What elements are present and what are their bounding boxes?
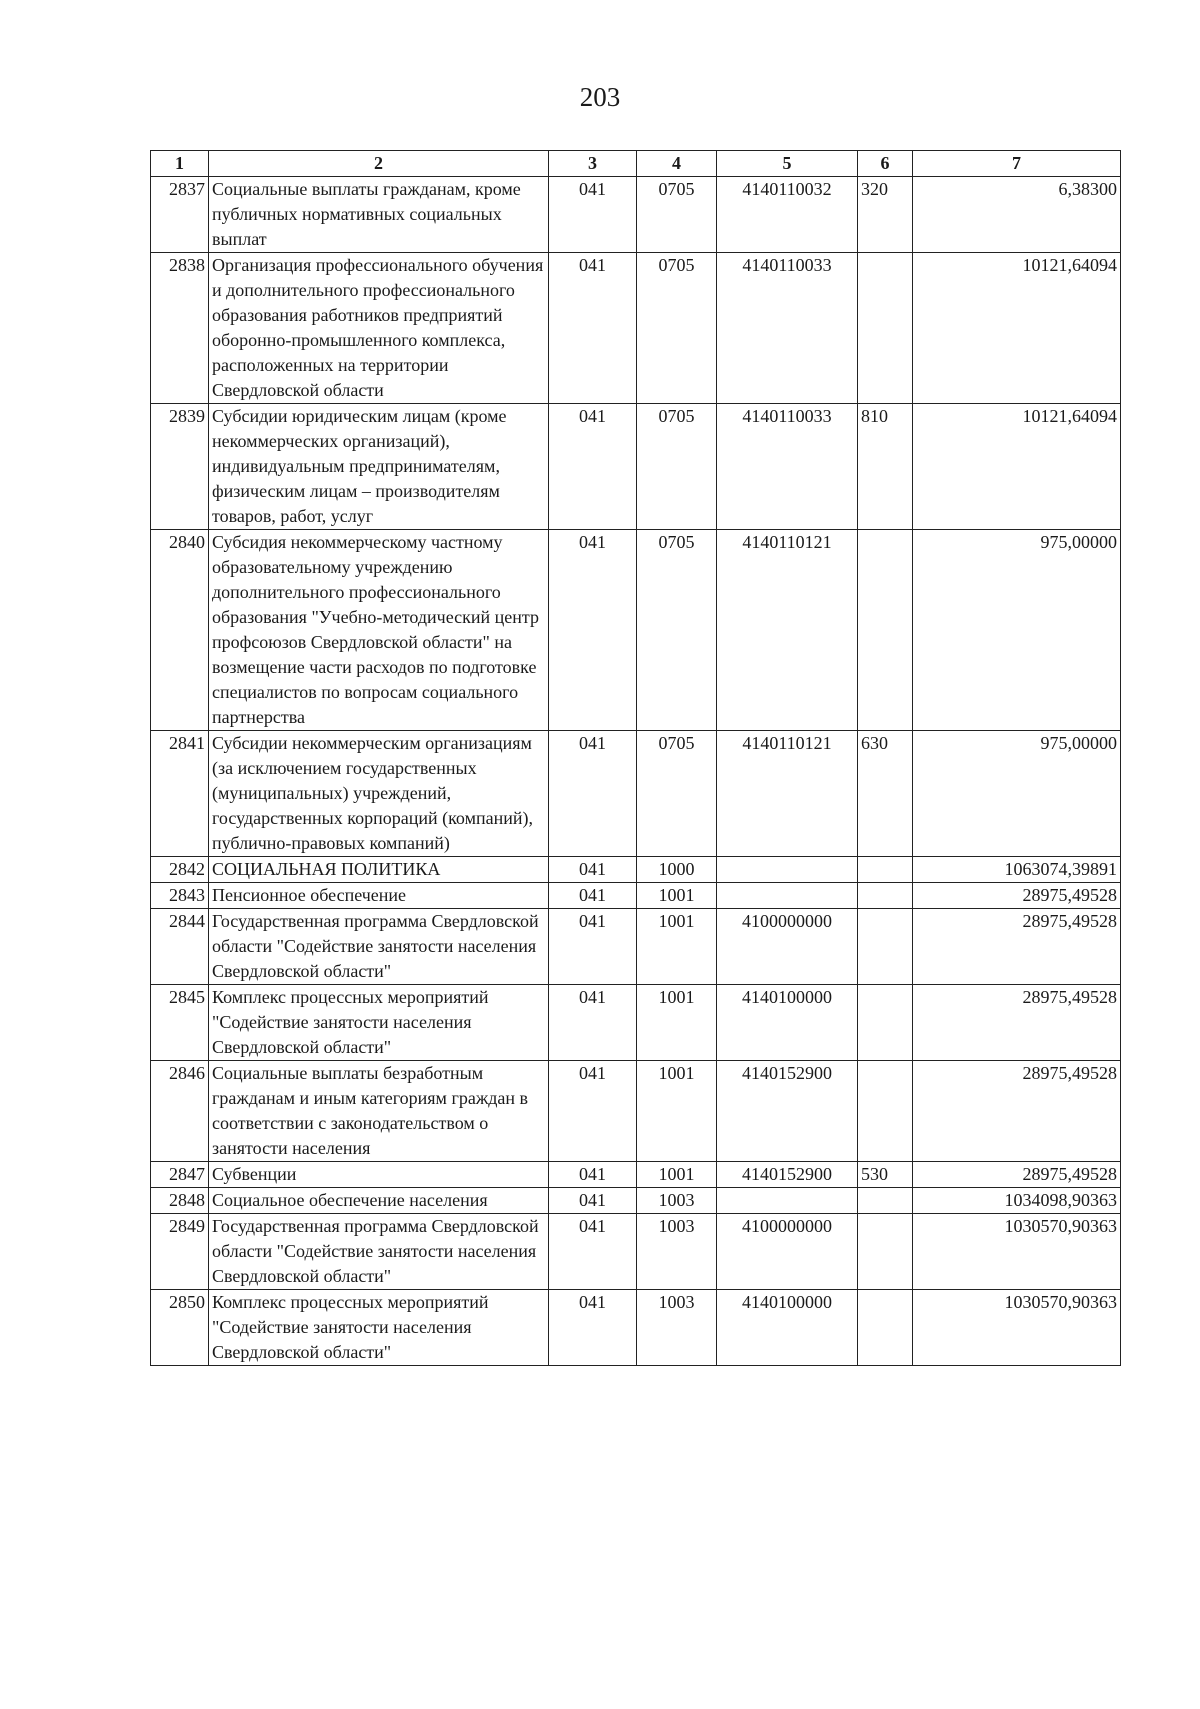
- row-name: Организация профессионального обучения и дополнительного профессионального образования работников предприятий оборонно-промышленного комплекса, расположенных на территории Свердловской области: [209, 253, 549, 404]
- row-section-code: 1001: [637, 883, 717, 909]
- row-department-code: 041: [549, 985, 637, 1061]
- budget-table: [150, 150, 1121, 1366]
- row-name: Комплекс процессных мероприятий "Содействие занятости населения Свердловской области": [209, 1290, 549, 1366]
- row-target-article: 4140110033: [717, 404, 858, 530]
- table-row: [151, 1214, 1121, 1290]
- row-number: 2850: [151, 1290, 209, 1366]
- row-department-code: 041: [549, 530, 637, 731]
- row-target-article: 4100000000: [717, 909, 858, 985]
- row-number: 2838: [151, 253, 209, 404]
- row-amount: 1030570,90363: [913, 1214, 1121, 1290]
- column-header-expense-type: 6: [858, 151, 913, 177]
- table-row: [151, 1188, 1121, 1214]
- row-section-code: 1001: [637, 1162, 717, 1188]
- row-name: СОЦИАЛЬНАЯ ПОЛИТИКА: [209, 857, 549, 883]
- row-department-code: 041: [549, 731, 637, 857]
- column-header-target-article: 5: [717, 151, 858, 177]
- row-amount: 28975,49528: [913, 1061, 1121, 1162]
- table-row: [151, 404, 1121, 530]
- table-row: [151, 985, 1121, 1061]
- table-row: [151, 530, 1121, 731]
- row-department-code: 041: [549, 177, 637, 253]
- column-header-name: 2: [209, 151, 549, 177]
- page-number: 203: [579, 82, 621, 112]
- row-amount: 28975,49528: [913, 909, 1121, 985]
- row-section-code: 1001: [637, 1061, 717, 1162]
- row-amount: 28975,49528: [913, 1162, 1121, 1188]
- row-department-code: 041: [549, 1162, 637, 1188]
- row-number: 2841: [151, 731, 209, 857]
- row-section-code: 1001: [637, 985, 717, 1061]
- row-number: 2843: [151, 883, 209, 909]
- row-section-code: 0705: [637, 731, 717, 857]
- row-target-article: 4100000000: [717, 1214, 858, 1290]
- row-amount: 10121,64094: [913, 404, 1121, 530]
- row-section-code: 1003: [637, 1188, 717, 1214]
- column-header-section: 4: [637, 151, 717, 177]
- row-target-article: 4140152900: [717, 1162, 858, 1188]
- row-target-article: 4140110032: [717, 177, 858, 253]
- row-number: 2849: [151, 1214, 209, 1290]
- table-row: [151, 253, 1121, 404]
- row-department-code: 041: [549, 253, 637, 404]
- row-name: Социальное обеспечение населения: [209, 1188, 549, 1214]
- column-header-amount: 7: [913, 151, 1121, 177]
- row-amount: 10121,64094: [913, 253, 1121, 404]
- row-amount: 1030570,90363: [913, 1290, 1121, 1366]
- row-expense-type: [858, 1290, 913, 1366]
- row-number: 2839: [151, 404, 209, 530]
- column-header-number: 1: [151, 151, 209, 177]
- table-row: [151, 857, 1121, 883]
- row-department-code: 041: [549, 1290, 637, 1366]
- row-expense-type: [858, 909, 913, 985]
- row-expense-type: 530: [858, 1162, 913, 1188]
- row-section-code: 1000: [637, 857, 717, 883]
- row-department-code: 041: [549, 1188, 637, 1214]
- row-name: Социальные выплаты безработным гражданам и иным категориям граждан в соответствии с законодательством о занятости населения: [209, 1061, 549, 1162]
- row-name: Государственная программа Свердловской области "Содействие занятости населения Свердловской области": [209, 1214, 549, 1290]
- row-expense-type: [858, 883, 913, 909]
- row-number: 2837: [151, 177, 209, 253]
- table-row: [151, 1061, 1121, 1162]
- row-number: 2842: [151, 857, 209, 883]
- table-row: [151, 731, 1121, 857]
- table-row: [151, 1290, 1121, 1366]
- table-row: [151, 909, 1121, 985]
- row-name: Комплекс процессных мероприятий "Содействие занятости населения Свердловской области": [209, 985, 549, 1061]
- table-row: [151, 177, 1121, 253]
- row-expense-type: [858, 530, 913, 731]
- row-amount: 6,38300: [913, 177, 1121, 253]
- row-expense-type: [858, 1214, 913, 1290]
- row-number: 2847: [151, 1162, 209, 1188]
- row-department-code: 041: [549, 1061, 637, 1162]
- row-section-code: 0705: [637, 530, 717, 731]
- row-expense-type: [858, 1061, 913, 1162]
- row-target-article: [717, 857, 858, 883]
- row-amount: 1063074,39891: [913, 857, 1121, 883]
- row-amount: 975,00000: [913, 731, 1121, 857]
- row-department-code: 041: [549, 857, 637, 883]
- row-name: Социальные выплаты гражданам, кроме публичных нормативных социальных выплат: [209, 177, 549, 253]
- row-target-article: 4140110033: [717, 253, 858, 404]
- row-name: Субсидия некоммерческому частному образовательному учреждению дополнительного профессионального образования "Учебно-методический центр профсоюзов Свердловской области" на возмещение части расходов по подготовке специалистов по вопросам социального партнерства: [209, 530, 549, 731]
- row-amount: 28975,49528: [913, 985, 1121, 1061]
- row-expense-type: [858, 1188, 913, 1214]
- row-amount: 975,00000: [913, 530, 1121, 731]
- row-number: 2844: [151, 909, 209, 985]
- row-number: 2840: [151, 530, 209, 731]
- row-department-code: 041: [549, 1214, 637, 1290]
- row-name: Субвенции: [209, 1162, 549, 1188]
- row-expense-type: [858, 985, 913, 1061]
- row-amount: 28975,49528: [913, 883, 1121, 909]
- row-department-code: 041: [549, 883, 637, 909]
- row-name: Пенсионное обеспечение: [209, 883, 549, 909]
- row-department-code: 041: [549, 909, 637, 985]
- row-target-article: 4140100000: [717, 1290, 858, 1366]
- row-section-code: 0705: [637, 404, 717, 530]
- row-target-article: 4140100000: [717, 985, 858, 1061]
- row-target-article: 4140152900: [717, 1061, 858, 1162]
- row-amount: 1034098,90363: [913, 1188, 1121, 1214]
- row-number: 2845: [151, 985, 209, 1061]
- row-expense-type: 630: [858, 731, 913, 857]
- row-expense-type: 810: [858, 404, 913, 530]
- column-header-department: 3: [549, 151, 637, 177]
- row-section-code: 1003: [637, 1290, 717, 1366]
- row-expense-type: [858, 857, 913, 883]
- table-row: [151, 1162, 1121, 1188]
- row-section-code: 1003: [637, 1214, 717, 1290]
- row-expense-type: [858, 253, 913, 404]
- row-department-code: 041: [549, 404, 637, 530]
- row-target-article: 4140110121: [717, 731, 858, 857]
- table-row: [151, 883, 1121, 909]
- row-number: 2846: [151, 1061, 209, 1162]
- row-number: 2848: [151, 1188, 209, 1214]
- row-name: Субсидии некоммерческим организациям (за исключением государственных (муниципальных) учреждений, государственных корпораций (компаний), публично-правовых компаний): [209, 731, 549, 857]
- row-section-code: 1001: [637, 909, 717, 985]
- row-expense-type: 320: [858, 177, 913, 253]
- row-target-article: 4140110121: [717, 530, 858, 731]
- row-name: Государственная программа Свердловской области "Содействие занятости населения Свердловской области": [209, 909, 549, 985]
- row-section-code: 0705: [637, 253, 717, 404]
- row-name: Субсидии юридическим лицам (кроме некоммерческих организаций), индивидуальным предпринимателям, физическим лицам – производителям товаров, работ, услуг: [209, 404, 549, 530]
- row-target-article: [717, 883, 858, 909]
- row-section-code: 0705: [637, 177, 717, 253]
- row-target-article: [717, 1188, 858, 1214]
- table-header-row: [151, 151, 1121, 177]
